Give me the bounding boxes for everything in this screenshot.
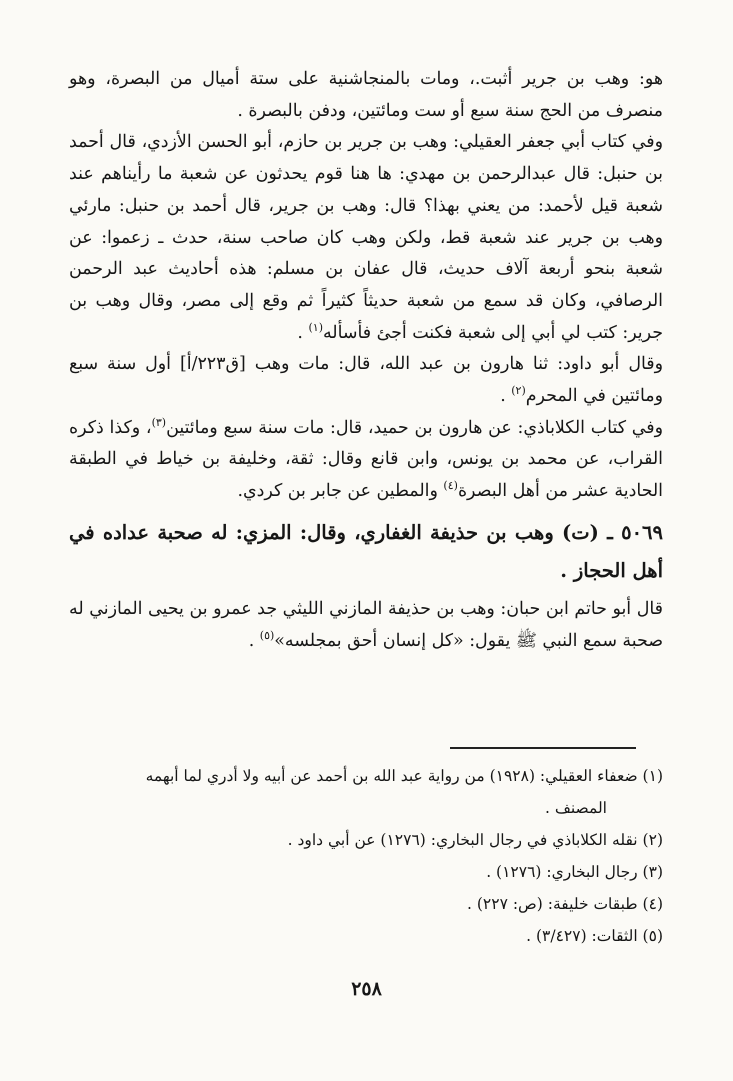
footnote-ref-1: (١) bbox=[308, 320, 323, 334]
footnotes bbox=[69, 760, 663, 952]
paragraph-1-text: هو: وهب بن جرير أثبت.، ومات بالمنجاشنية على ستة أميال من البصرة، وهو منصرف من الحج سنة سبع أو ست ومائتين، ودفن بالبصرة . bbox=[69, 69, 663, 121]
footnote-1: (١) ضعفاء العقيلي: (١٩٢٨) من رواية عبد الله بن أحمد عن أبيه ولا أدري لما أبهمه bbox=[145, 767, 663, 785]
footnote-ref-3: (٣) bbox=[151, 415, 167, 429]
footnote-ref-4: (٤) bbox=[443, 479, 458, 493]
paragraph-5 bbox=[69, 594, 663, 657]
paragraph-4-text-b: ، وكذا ذكره القراب، عن محمد بن يونس، وابن قانع وقال: ثقة، وخليفة بن خياط في الطبقة الحادية عشر من أهل البصرة bbox=[69, 417, 663, 502]
paragraph-5-text: قال أبو حاتم ابن حبان: وهب بن حذيفة المازني الليثي جد عمرو بن يحيى المازني له صحبة سمع النبي ﷺ يقول: «كل إنسان أحق بمجلسه» bbox=[69, 598, 663, 651]
footnote-ref-5: (٥) bbox=[259, 628, 275, 642]
footnote-3: (٣) رجال البخاري: (١٢٧٦) . bbox=[486, 863, 663, 881]
footnote-divider bbox=[450, 747, 636, 749]
paragraph-2-text: وفي كتاب أبي جعفر العقيلي: وهب بن جرير بن حازم، أبو الحسن الأزدي، قال أحمد بن حنبل: قال عبدالرحمن بن مهدي: ها هنا قوم يحدثون عن شعبة ما رأيناهم عند شعبة قيل لأحمد: من يعني بهذا؟ قال: وهب بن جرير، قال أحمد بن حنبل: مارئي وهب بن جرير عند شعبة قط، ولكن وهب كان صاحب سنة، حدث ـ زعموا: عن شعبة بنحو أربعة آلاف حديث، قال عفان بن مسلم: هذه أحاديث عبد الرحمن الرصافي، وكان قد سمع من شعبة حديثاً كثيراً ثم وقع إلى مصر، وقال وهب بن جرير: كتب لي أبي إلى شعبة فكنت أجئ فأسأله bbox=[69, 132, 663, 343]
paragraph-3-text: وقال أبو داود: ثنا هارون بن عبد الله، قال: مات وهب [ق٢٢٣/أ] أول سنة سبع ومائتين في المحرم bbox=[69, 354, 663, 407]
footnote-4: (٤) طبقات خليفة: (ص: ٢٢٧) . bbox=[467, 895, 663, 913]
paragraph-1 bbox=[69, 64, 663, 127]
paragraph-2-end: . bbox=[297, 322, 309, 343]
entry-heading: ٥٠٦٩ ـ (ت) وهب بن حذيفة الغفاري، وقال: المزي: له صحبة عداده في أهل الحجاز . bbox=[69, 520, 663, 582]
paragraph-3-end: . bbox=[500, 386, 512, 407]
paragraph-4-text-a: وفي كتاب الكلاباذي: عن هارون بن حميد، قال: مات سنة سبع ومائتين bbox=[166, 417, 663, 438]
footnote-1-continuation: المصنف . bbox=[544, 799, 607, 817]
footnote-ref-2: (٢) bbox=[511, 384, 526, 398]
footnote-5: (٥) الثقات: (٣/٤٢٧) . bbox=[526, 927, 663, 945]
paragraph-4-text-c: والمطين عن جابر بن كردي. bbox=[237, 481, 444, 502]
main-text bbox=[69, 64, 663, 657]
paragraph-2 bbox=[69, 127, 663, 349]
footnote-2: (٢) نقله الكلاباذي في رجال البخاري: (١٢٧٦) عن أبي داود . bbox=[287, 831, 663, 849]
page-number: ٢٥٨ bbox=[351, 978, 382, 1000]
paragraph-4 bbox=[69, 413, 663, 508]
paragraph-3 bbox=[69, 349, 663, 412]
paragraph-5-end: . bbox=[248, 630, 260, 651]
